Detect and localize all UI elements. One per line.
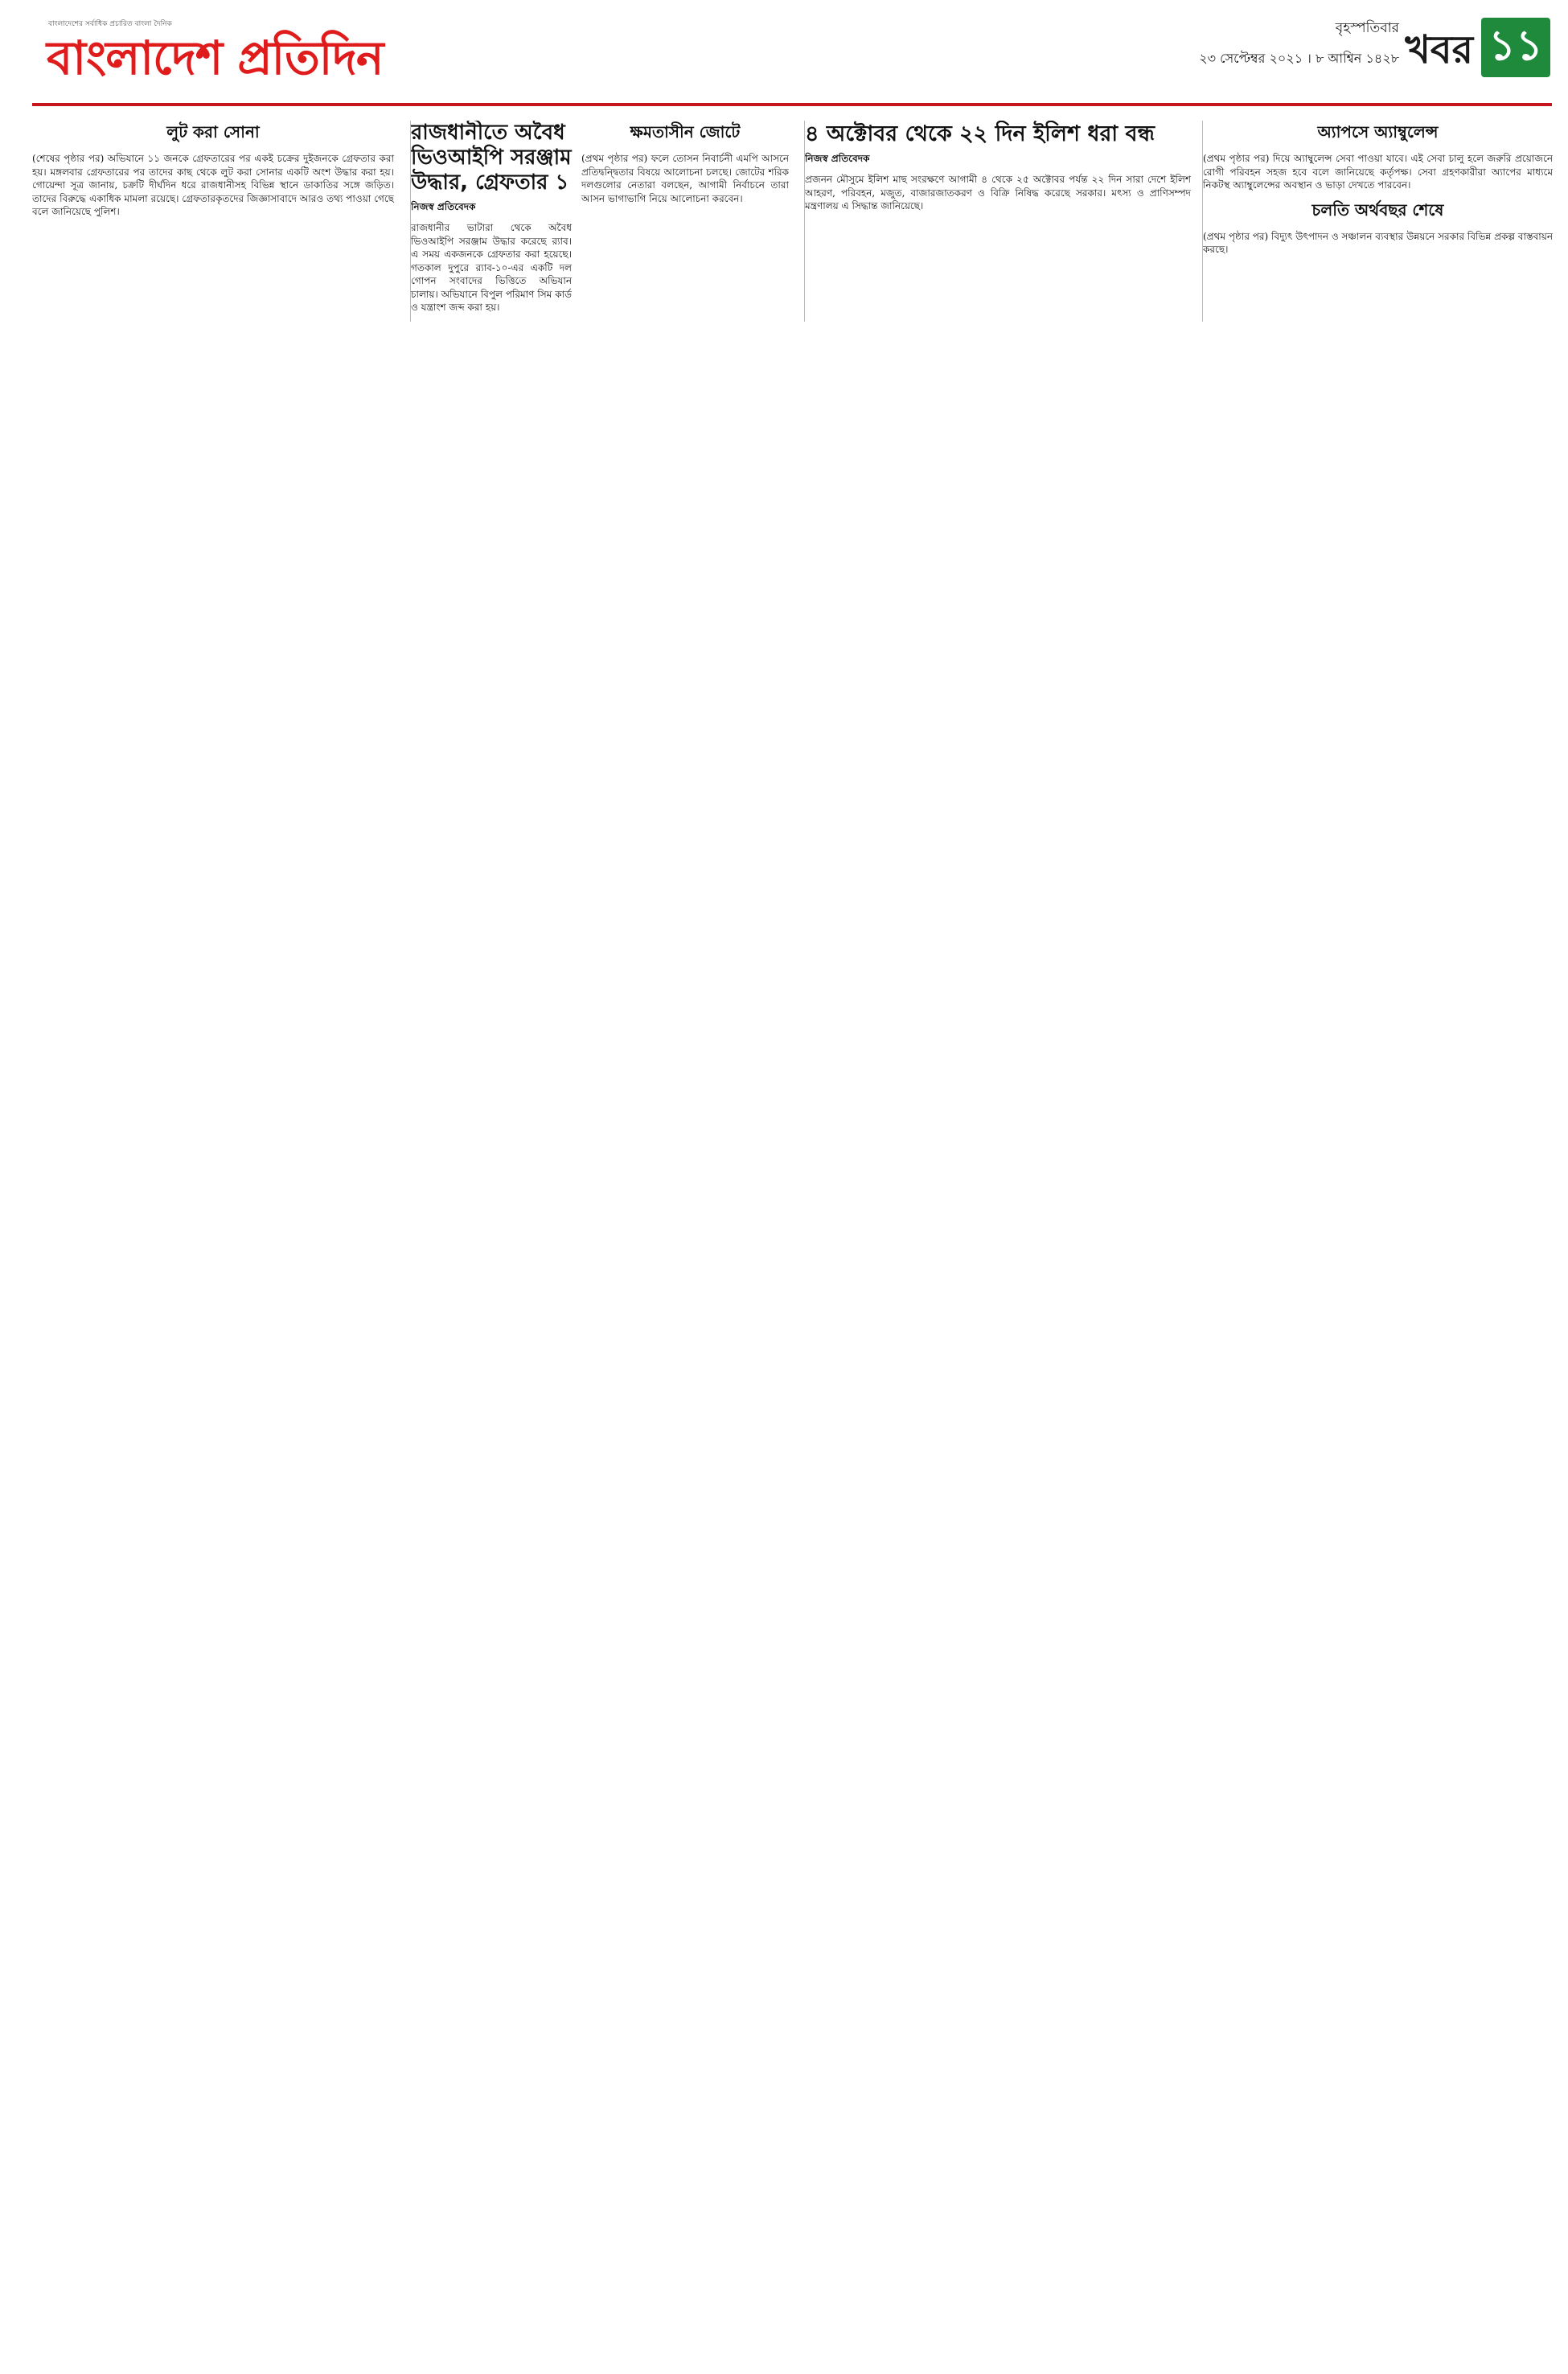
masthead: [0, 0, 1568, 113]
issue-day: বৃহস্পতিবার: [1335, 20, 1399, 36]
article-headline[interactable]: অ্যাপসে অ্যাম্বুলেন্স: [1317, 122, 1439, 142]
article-headline[interactable]: ক্ষমতাসীন জোটে: [630, 122, 741, 142]
article-body: (প্রথম পৃষ্ঠার পর) ফলে তোসন নিবার্চনী এমপি আসনে প্রতিদ্বন্দ্বিতার বিষয়ে আলোচনা চলছে। জোটের শরিক দলগুলোর নেতারা বলছেন, আগামী নির্বাচনে তারা আসন ভাগাভাগি নিয়ে আলোচনা করবেন।: [581, 153, 789, 204]
article-byline: নিজস্ব প্রতিবেদক: [805, 153, 870, 164]
article-byline: নিজস্ব প্রতিবেদক: [411, 201, 476, 212]
article-body: রাজধানীর ভাটারা থেকে অবৈধ ভিওআইপি সরঞ্জাম উদ্ধার করেছে র‌্যাব। এ সময় একজনকে গ্রেফতার করা হয়েছে। গতকাল দুপুরে র‌্যাব-১০-এর একটি দল গোপন সংবাদের ভিত্তিতে অভিযান চালায়। অভিযানে বিপুল পরিমাণ সিম কার্ড ও যন্ত্রাংশ জব্দ করা হয়।: [411, 222, 572, 313]
section-label: খবর: [1405, 27, 1473, 72]
article-coalition: [581, 121, 789, 314]
article-voip: [411, 121, 572, 314]
logo-tagline: বাংলাদেশের সর্বাধিক প্রচারিত বাংলা দৈনিক: [48, 20, 172, 28]
article-body: (শেষের পৃষ্ঠার পর) অভিযানে ১১ জনকে গ্রেফতারের পর একই চক্রের দুইজনকে গ্রেফতার করা হয়। মঙ্গলবার গ্রেফতারের পর তাদের কাছ থেকে লুট করা সোনার একটি অংশ উদ্ধার করা হয়। গোয়েন্দা সূত্র জানায়, চক্রটি দীর্ঘদিন ধরে রাজধানীসহ বিভিন্ন স্থানে ডাকাতির সঙ্গে জড়িত। তাদের বিরুদ্ধে একাধিক মামলা রয়েছে। গ্রেফতারকৃতদের জিজ্ঞাসাবাদে আরও তথ্য পাওয়া গেছে বলে জানিয়েছে পুলিশ।: [32, 153, 394, 217]
article-column-1: [32, 121, 394, 322]
article-column-3: [804, 121, 1191, 322]
issue-date: ২৩ সেপ্টেম্বর ২০২১ । ৮ আশ্বিন ১৪২৮: [1199, 51, 1399, 66]
article-body: (প্রথম পৃষ্ঠার পর) দিয়ে অ্যাম্বুলেন্স সেবা পাওয়া যাবে। এই সেবা চালু হলে জরুরি প্রয়োজনে রোগী পরিবহন সহজ হবে বলে জানিয়েছে কর্তৃপক্ষ। সেবা গ্রহণকারীরা অ্যাপের মাধ্যমে নিকটস্থ অ্যাম্বুলেন্সের অবস্থান ও ভাড়া দেখতে পারবেন।: [1203, 153, 1553, 191]
logo-wordmark: বাংলাদেশ প্রতিদিন: [47, 31, 384, 85]
article-column-2: [410, 121, 789, 322]
article-headline[interactable]: রাজধানীতে অবৈধ ভিওআইপি সরঞ্জাম উদ্ধার, গ্রেফতার ১: [411, 121, 572, 195]
article-headline[interactable]: চলতি অর্থবছর শেষে: [1311, 199, 1444, 220]
article-column-4: [1202, 121, 1553, 322]
article-headline[interactable]: ৪ অক্টোবর থেকে ২২ দিন ইলিশ ধরা বন্ধ: [805, 121, 1155, 146]
article-body: প্রজনন মৌসুমে ইলিশ মাছ সংরক্ষণে আগামী ৪ থেকে ২৫ অক্টোবর পর্যন্ত ২২ দিন সারা দেশে ইলিশ আহরণ, পরিবহন, মজুত, বাজারজাতকরণ ও বিক্রি নিষিদ্ধ করেছে সরকার। মৎস্য ও প্রাণিসম্পদ মন্ত্রণালয় এ সিদ্ধান্ত জানিয়েছে।: [805, 174, 1191, 212]
newspaper-logo[interactable]: [47, 14, 384, 103]
article-headline[interactable]: লুট করা সোনা: [166, 122, 260, 142]
article-columns: [32, 121, 1552, 322]
masthead-divider: [32, 103, 1552, 106]
article-body: (প্রথম পৃষ্ঠার পর) বিদ্যুৎ উৎপাদন ও সঞ্চালন ব্যবস্থার উন্নয়নে সরকার বিভিন্ন প্রকল্প বাস্তবায়ন করছে।: [1203, 230, 1553, 255]
page-number-badge: ১১: [1481, 18, 1550, 77]
